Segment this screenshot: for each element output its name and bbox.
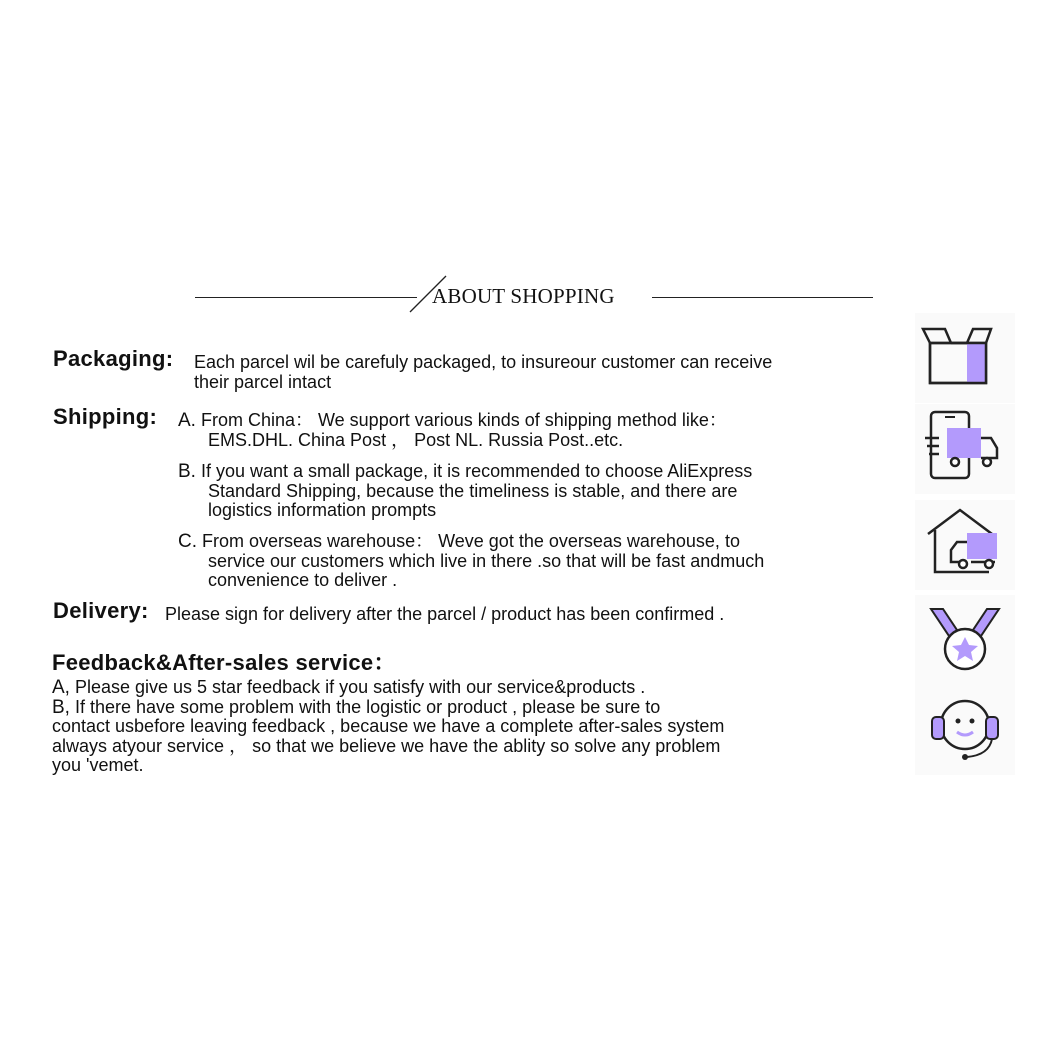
shipping-a-label: A.: [178, 410, 196, 431]
feedback-a-label: A,: [52, 677, 70, 698]
shipping-heading: Shipping:: [53, 404, 158, 429]
medal-icon: [915, 595, 1015, 685]
packaging-text: [194, 353, 772, 392]
shipping-c-label: C.: [178, 531, 197, 552]
packaging-heading: Packaging:: [53, 346, 174, 371]
packaging-line-2: their parcel intact: [194, 371, 332, 392]
box-icon: [915, 313, 1015, 403]
feedback-line-4: always atyour service ， so that we believe we have the ablity so solve any problem: [52, 735, 721, 756]
phone-delivery-icon: [915, 404, 1015, 494]
feedback-b-text: If there have some problem with the logistic or product , please be sure to: [74, 696, 661, 717]
shipping-b-label: B.: [178, 461, 196, 482]
delivery-heading: Delivery:: [53, 598, 149, 623]
shipping-c-line-2: service our customers which live in there .so that will be fast andmuch: [208, 550, 765, 571]
packaging-line-1: Each parcel wil be carefuly packaged, to insureour customer can receive: [194, 352, 773, 372]
feedback-line-3: contact usbefore leaving feedback , because we have a complete after-sales system: [52, 716, 725, 736]
warehouse-icon: [915, 500, 1015, 590]
title-rule-left: [195, 297, 417, 298]
shipping-a-line-2: EMS.DHL. China Post ， Post NL. Russia Post..etc.: [208, 429, 624, 450]
feedback-line-5: you 'vemet.: [52, 755, 144, 775]
shipping-item-c: [178, 532, 764, 591]
title-rule-right: [652, 297, 873, 298]
feedback-heading: Feedback&After-sales service：: [52, 650, 396, 675]
feedback-a-text: Please give us 5 star feedback if you satisfy with our service&products .: [74, 677, 646, 697]
shipping-a-line-1: From China： We support various kinds of shipping method like：: [200, 410, 727, 430]
shipping-item-b: [178, 462, 752, 521]
shipping-c-line-3: convenience to deliver .: [208, 570, 398, 590]
shipping-b-line-1: If you want a small package, it is recommended to choose AliExpress: [200, 461, 753, 481]
feedback-text: [52, 678, 724, 776]
page-title: ABOUT SHOPPING: [432, 284, 615, 308]
feedback-b-label: B,: [52, 696, 70, 718]
shipping-item-a: [178, 411, 727, 450]
shipping-c-line-1: From overseas warehouse： Weve got the overseas warehouse, to: [202, 531, 740, 551]
customer-service-icon: [915, 685, 1015, 775]
delivery-text: Please sign for delivery after the parcel / product has been confirmed .: [165, 604, 725, 624]
shipping-b-line-3: logistics information prompts: [208, 500, 437, 520]
shipping-b-line-2: Standard Shipping, because the timeliness is stable, and there are: [208, 480, 738, 501]
